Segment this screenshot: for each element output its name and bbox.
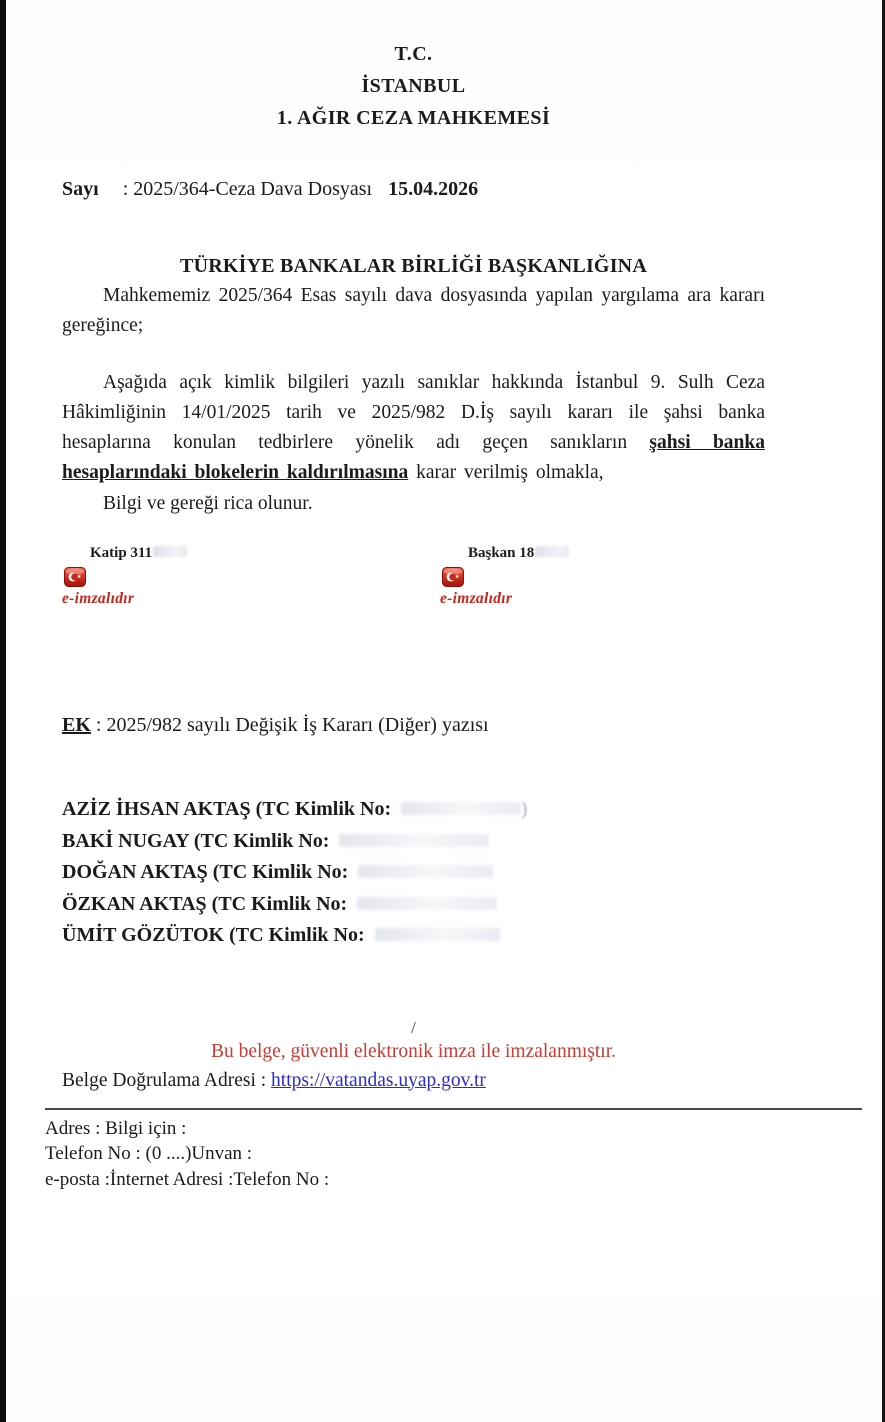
defendant-row: [62, 920, 765, 952]
main-paragraph-after: karar verilmiş olmakla,: [408, 462, 604, 483]
attachment-line: [62, 714, 765, 737]
contact-block: [45, 1116, 765, 1193]
defendant-id-redacted: [358, 865, 493, 878]
reference-date: 15.04.2026: [388, 178, 479, 200]
decision-emphasis: şahsi banka hesaplarındaki blokelerin kaldırılmasına: [62, 432, 765, 483]
clerk-role-text: Katip 311: [90, 545, 153, 561]
header-court-name: 1. AĞIR CEZA MAHKEMESİ: [276, 107, 551, 129]
signature-president: [440, 545, 569, 608]
intro-paragraph: Mahkememiz 2025/364 Esas sayılı dava dosyasında yapılan yargılama ara kararı gereğince;: [62, 285, 765, 336]
defendant-id-redacted: [339, 834, 489, 847]
header-country: T.C.: [394, 43, 433, 65]
turkish-flag-esign-stamp-icon: [64, 567, 86, 587]
footer-divider: [45, 1108, 862, 1110]
defendant-list: [62, 794, 765, 952]
contact-address-line: Adres : Bilgi için :: [45, 1117, 187, 1139]
reference-label: Sayı: [62, 178, 99, 200]
clerk-title: [62, 545, 347, 562]
attachment-label: EK: [62, 714, 91, 736]
president-esign-label: e-imzalıdır: [440, 590, 513, 607]
contact-email-line: e-posta :İnternet Adresi :Telefon No :: [45, 1168, 330, 1190]
recipient-title: TÜRKİYE BANKALAR BİRLİĞİ BAŞKANLIĞINA: [180, 255, 647, 277]
defendant-name: ÜMİT GÖZÜTOK (TC Kimlik No:: [62, 924, 365, 946]
page-separator-mark: /: [411, 1017, 416, 1037]
defendant-id-redacted: [357, 897, 497, 910]
president-title: [440, 545, 569, 562]
defendant-name: BAKİ NUGAY (TC Kimlik No:: [62, 829, 330, 852]
defendant-row: [62, 889, 765, 921]
president-role-text: Başkan 18: [468, 545, 535, 561]
defendant-name: DOĞAN AKTAŞ (TC Kimlik No:: [62, 861, 349, 883]
verification-url-link[interactable]: https://vatandas.uyap.gov.tr: [271, 1069, 486, 1091]
court-header: [62, 38, 765, 134]
verification-label: Belge Doğrulama Adresi :: [62, 1069, 272, 1091]
document-content: [6, 0, 882, 1092]
main-paragraph: [62, 368, 765, 488]
defendant-row: [62, 794, 765, 826]
esign-notice: Bu belge, güvenli elektronik imza ile imzalanmıştır.: [210, 1040, 617, 1062]
turkish-flag-esign-stamp-icon: [442, 567, 464, 587]
footer-contact-wrapper: [6, 1116, 882, 1193]
clerk-esign-label: e-imzalıdır: [62, 590, 135, 607]
signature-row: [62, 545, 765, 608]
signature-clerk: [62, 545, 347, 608]
closing-request: Bilgi ve gereği rica olunur.: [103, 493, 313, 514]
defendant-id-redacted: [375, 928, 500, 941]
main-paragraph-before: Aşağıda açık kimlik bilgileri yazılı sanıklar hakkında İstanbul 9. Sulh Ceza Hâkimliğinin 14/01/2025 tarih ve 2025/982 D.İş sayılı kararı ile şahsi banka hesaplarına konulan tedbirlere yönelik adı geçen sanıkların: [62, 372, 765, 453]
defendant-name: AZİZ İHSAN AKTAŞ (TC Kimlik No:: [62, 798, 392, 820]
reference-line: [62, 178, 765, 201]
clerk-id-redacted: [153, 546, 187, 557]
contact-phone-line: Telefon No : (0 ....)Unvan :: [45, 1143, 253, 1164]
header-city: İSTANBUL: [361, 75, 466, 97]
defendant-paren: ): [521, 798, 528, 820]
defendant-name: ÖZKAN AKTAŞ (TC Kimlik No:: [62, 892, 348, 915]
defendant-row: [62, 857, 765, 889]
verification-line: [62, 1070, 765, 1092]
defendant-id-redacted: [401, 802, 521, 815]
reference-value: : 2025/364-Ceza Dava Dosyası: [122, 178, 373, 200]
attachment-text: : 2025/982 sayılı Değişik İş Kararı (Diğer) yazısı: [90, 714, 489, 736]
president-id-redacted: [535, 546, 569, 557]
defendant-row: [62, 826, 765, 858]
